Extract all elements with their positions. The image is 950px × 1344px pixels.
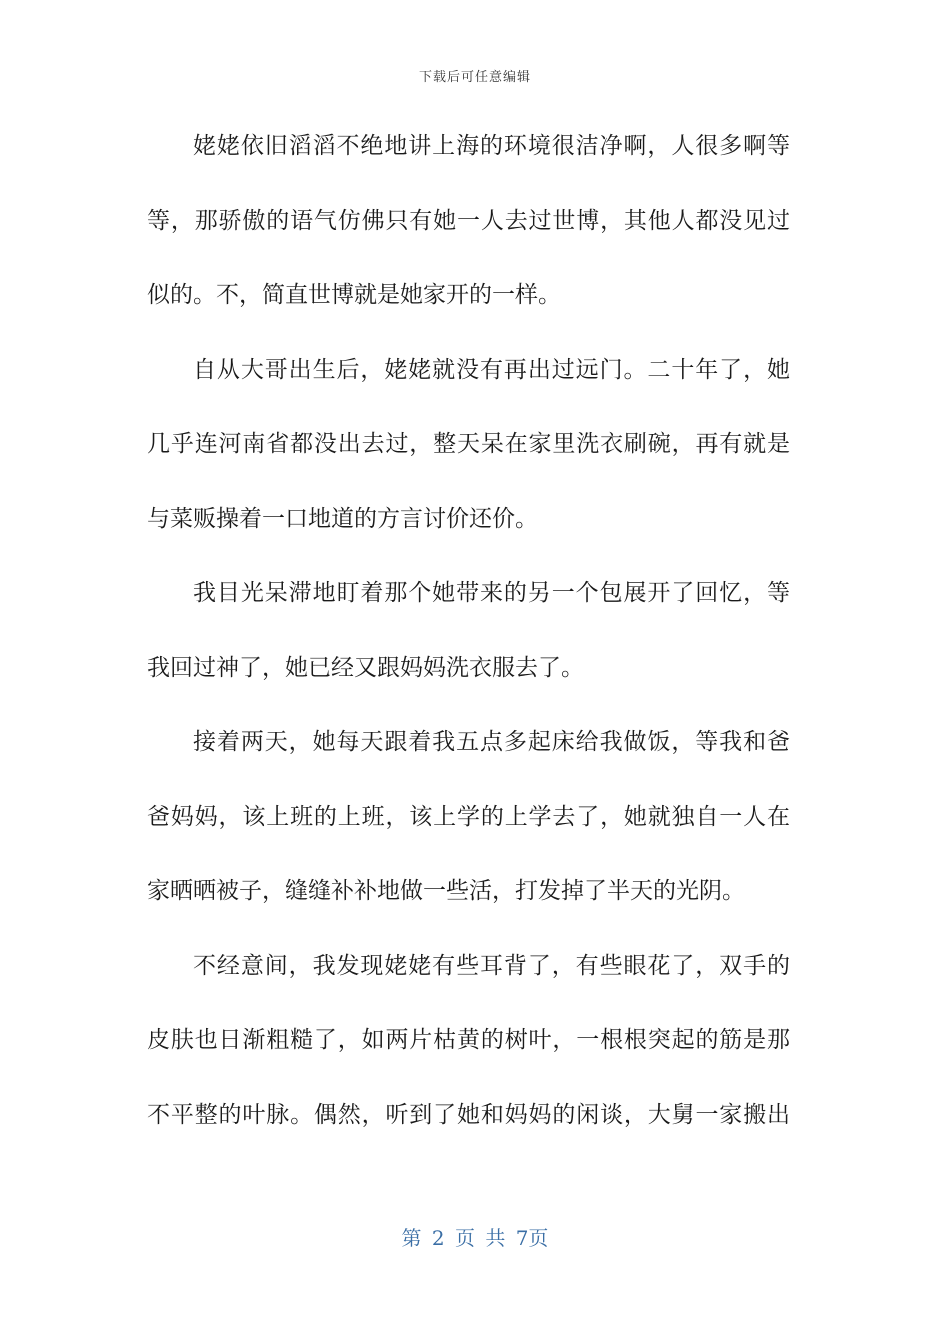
text-line: 等，那骄傲的语气仿佛只有她一人去过世博，其他人都没见过: [147, 207, 790, 234]
text-line: 家晒晒被子，缝缝补补地做一些活，打发掉了半天的光阴。: [147, 878, 745, 904]
text-line: 爸妈妈，该上班的上班，该上学的上学去了，她就独自一人在: [147, 803, 790, 830]
text-line: 自从大哥出生后，姥姥就没有再出过远门。二十年了，她: [193, 356, 790, 383]
text-line: 姥姥依旧滔滔不绝地讲上海的环境很洁净啊，人很多啊等: [193, 133, 790, 159]
text-line: 似的。不，简直世博就是她家开的一样。: [147, 282, 561, 308]
body-text: [147, 124, 790, 1167]
text-line: 我回过神了，她已经又跟妈妈洗衣服去了。: [147, 654, 584, 681]
text-line: 不经意间，我发现姥姥有些耳背了，有些眼花了，双手的: [193, 952, 790, 979]
text-line: 我目光呆滞地盯着那个她带来的另一个包展开了回忆，等: [193, 580, 790, 606]
page-footer: 第 2 页 共 7页: [401, 1226, 549, 1250]
text-line: 皮肤也日渐粗糙了，如两片枯黄的树叶，一根根突起的筋是那: [147, 1027, 790, 1053]
text-line: 几乎连河南省都没出去过，整天呆在家里洗衣刷碗，再有就是: [147, 431, 790, 457]
text-line: 与菜贩操着一口地道的方言讨价还价。: [147, 505, 538, 532]
text-line: 不平整的叶脉。偶然，听到了她和妈妈的闲谈，大舅一家搬出: [147, 1101, 790, 1128]
page-header: 下载后可任意编辑: [418, 70, 531, 85]
text-line: 接着两天，她每天跟着我五点多起床给我做饭，等我和爸: [193, 729, 790, 755]
